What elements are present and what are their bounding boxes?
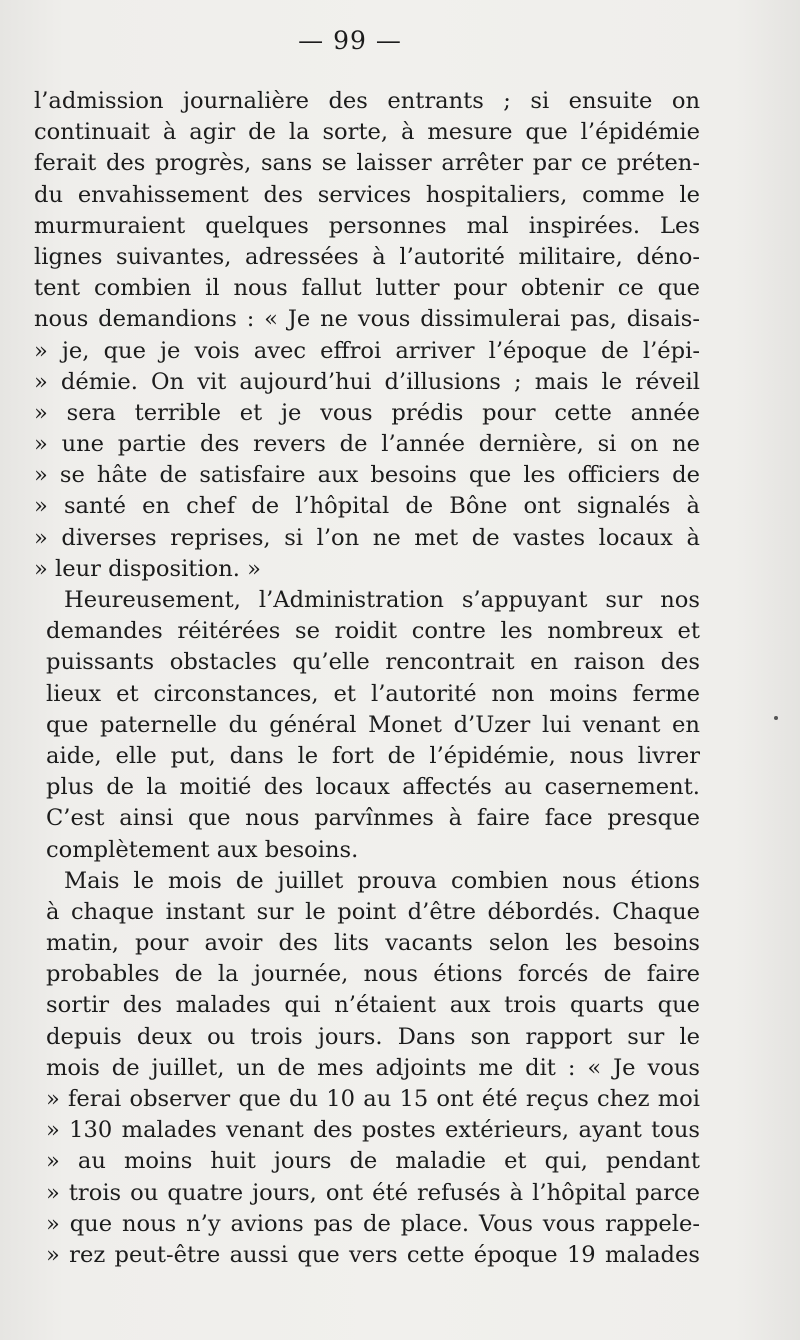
text-line: lignes suivantes, adressées à l’autorité militaire, déno- [34, 243, 700, 270]
text-line: » trois ou quatre jours, ont été refusés à l’hôpital parce [46, 1179, 700, 1206]
text-line: l’admission journalière des entrants ; si ensuite on [34, 88, 700, 114]
text-line: complètement aux besoins. [46, 836, 359, 863]
text-line: » santé en chef de l’hôpital de Bône ont signalés à [34, 493, 700, 520]
text-line: demandes réitérées se roidit contre les nombreux et [46, 618, 700, 645]
text-line: probables de la journée, nous étions forcés de faire [46, 961, 700, 988]
text-line: » que nous n’y avions pas de place. Vous vous rappele- [46, 1210, 700, 1237]
text-line: » au moins huit jours de maladie et qui, pendant [46, 1148, 700, 1175]
text-line: murmuraient quelques personnes mal inspirées. Les [34, 212, 700, 239]
text-line: » diverses reprises, si l’on ne met de vastes locaux à [34, 524, 700, 551]
text-line: nous demandions : « Je ne vous dissimulerai pas, disais- [34, 306, 700, 333]
text-line: » leur disposition. » [34, 555, 261, 582]
text-line: sortir des malades qui n’étaient aux trois quarts que [46, 992, 700, 1019]
text-line: tent combien il nous fallut lutter pour obtenir ce que [34, 275, 700, 302]
text-line: du envahissement des services hospitaliers, comme le [34, 181, 700, 208]
text-line: que paternelle du général Monet d’Uzer lui venant en [46, 711, 700, 738]
text-line: plus de la moitié des locaux affectés au casernement. [46, 774, 700, 801]
text-line: mois de juillet, un de mes adjoints me dit : « Je vous [46, 1054, 700, 1081]
paper-speck [774, 716, 778, 720]
text-line: aide, elle put, dans le fort de l’épidémie, nous livrer [46, 742, 700, 769]
text-line: Mais le mois de juillet prouva combien nous étions [64, 867, 700, 894]
text-line: matin, pour avoir des lits vacants selon les besoins [46, 930, 700, 957]
text-line: puissants obstacles qu’elle rencontrait en raison des [46, 649, 700, 676]
text-line: » une partie des revers de l’année dernière, si on ne [34, 431, 700, 458]
text-line: depuis deux ou trois jours. Dans son rapport sur le [46, 1023, 700, 1050]
text-line: Heureusement, l’Administration s’appuyant sur nos [64, 587, 700, 613]
text-line: » 130 malades venant des postes extérieurs, ayant tous [46, 1117, 700, 1144]
page-number: — 99 — [298, 26, 402, 55]
text-line: » je, que je vois avec effroi arriver l’époque de l’épi- [34, 337, 700, 364]
text-line: lieux et circonstances, et l’autorité non moins ferme [46, 680, 700, 707]
text-line: C’est ainsi que nous parvînmes à faire face presque [46, 805, 700, 832]
text-line: à chaque instant sur le point d’être débordés. Chaque [46, 898, 700, 925]
text-line: » sera terrible et je vous prédis pour cette année [34, 399, 700, 426]
text-line: ferait des progrès, sans se laisser arrêter par ce préten- [34, 150, 700, 177]
body-text [34, 86, 700, 1271]
text-line: » rez peut-être aussi que vers cette époque 19 malades [46, 1241, 700, 1268]
text-line: » démie. On vit aujourd’hui d’illusions ; mais le réveil [34, 368, 700, 395]
text-line: continuait à agir de la sorte, à mesure que l’épidémie [34, 119, 700, 146]
text-line: » ferai observer que du 10 au 15 ont été reçus chez moi [46, 1086, 700, 1112]
text-line: » se hâte de satisfaire aux besoins que les officiers de [34, 462, 700, 489]
